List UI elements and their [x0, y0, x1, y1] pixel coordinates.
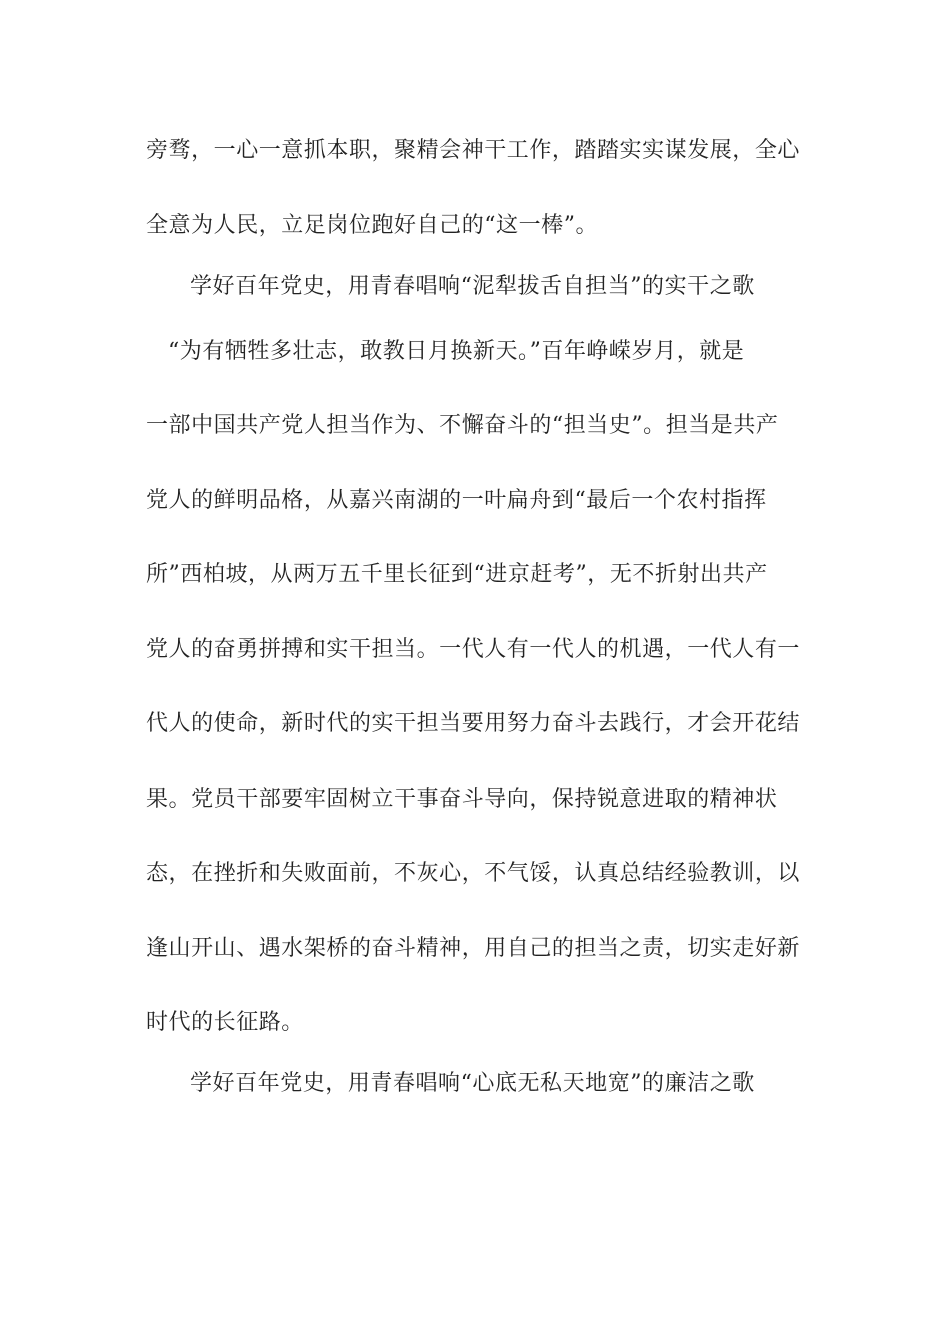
paragraph-line-10: 态，在挫折和失败面前，不灰心，不气馁，认真总结经验教训，以	[146, 861, 800, 886]
paragraph-line-4: 一部中国共产党人担当作为、不懈奋斗的“担当史”。担当是共产	[146, 413, 779, 438]
paragraph-line-3: “为有牺牲多壮志，敢教日月换新天。”百年峥嵘岁月，就是	[168, 339, 745, 364]
paragraph-line-12: 时代的长征路。	[146, 1010, 304, 1035]
paragraph-line-8: 代人的使命，新时代的实干担当要用努力奋斗去践行，才会开花结	[146, 711, 800, 736]
paragraph-line-11: 逢山开山、遇水架桥的奋斗精神，用自己的担当之责，切实走好新	[146, 936, 800, 961]
section-heading-1: 学好百年党史，用青春唱响“泥犁拔舌自担当”的实干之歌	[190, 274, 755, 299]
section-heading-2: 学好百年党史，用青春唱响“心底无私天地宽”的廉洁之歌	[190, 1071, 755, 1096]
paragraph-line-7: 党人的奋勇拼搏和实干担当。一代人有一代人的机遇，一代人有一	[146, 637, 800, 662]
paragraph-line-1: 旁骛，一心一意抓本职，聚精会神干工作，踏踏实实谋发展，全心	[146, 138, 800, 163]
paragraph-line-5: 党人的鲜明品格，从嘉兴南湖的一叶扁舟到“最后一个农村指挥	[146, 488, 767, 513]
paragraph-line-9: 果。党员干部要牢固树立干事奋斗导向，保持锐意进取的精神状	[146, 787, 778, 812]
paragraph-line-2: 全意为人民，立足岗位跑好自己的“这一棒”。	[146, 213, 599, 238]
paragraph-line-6: 所”西柏坡，从两万五千里长征到“进京赶考”，无不折射出共产	[146, 562, 768, 587]
